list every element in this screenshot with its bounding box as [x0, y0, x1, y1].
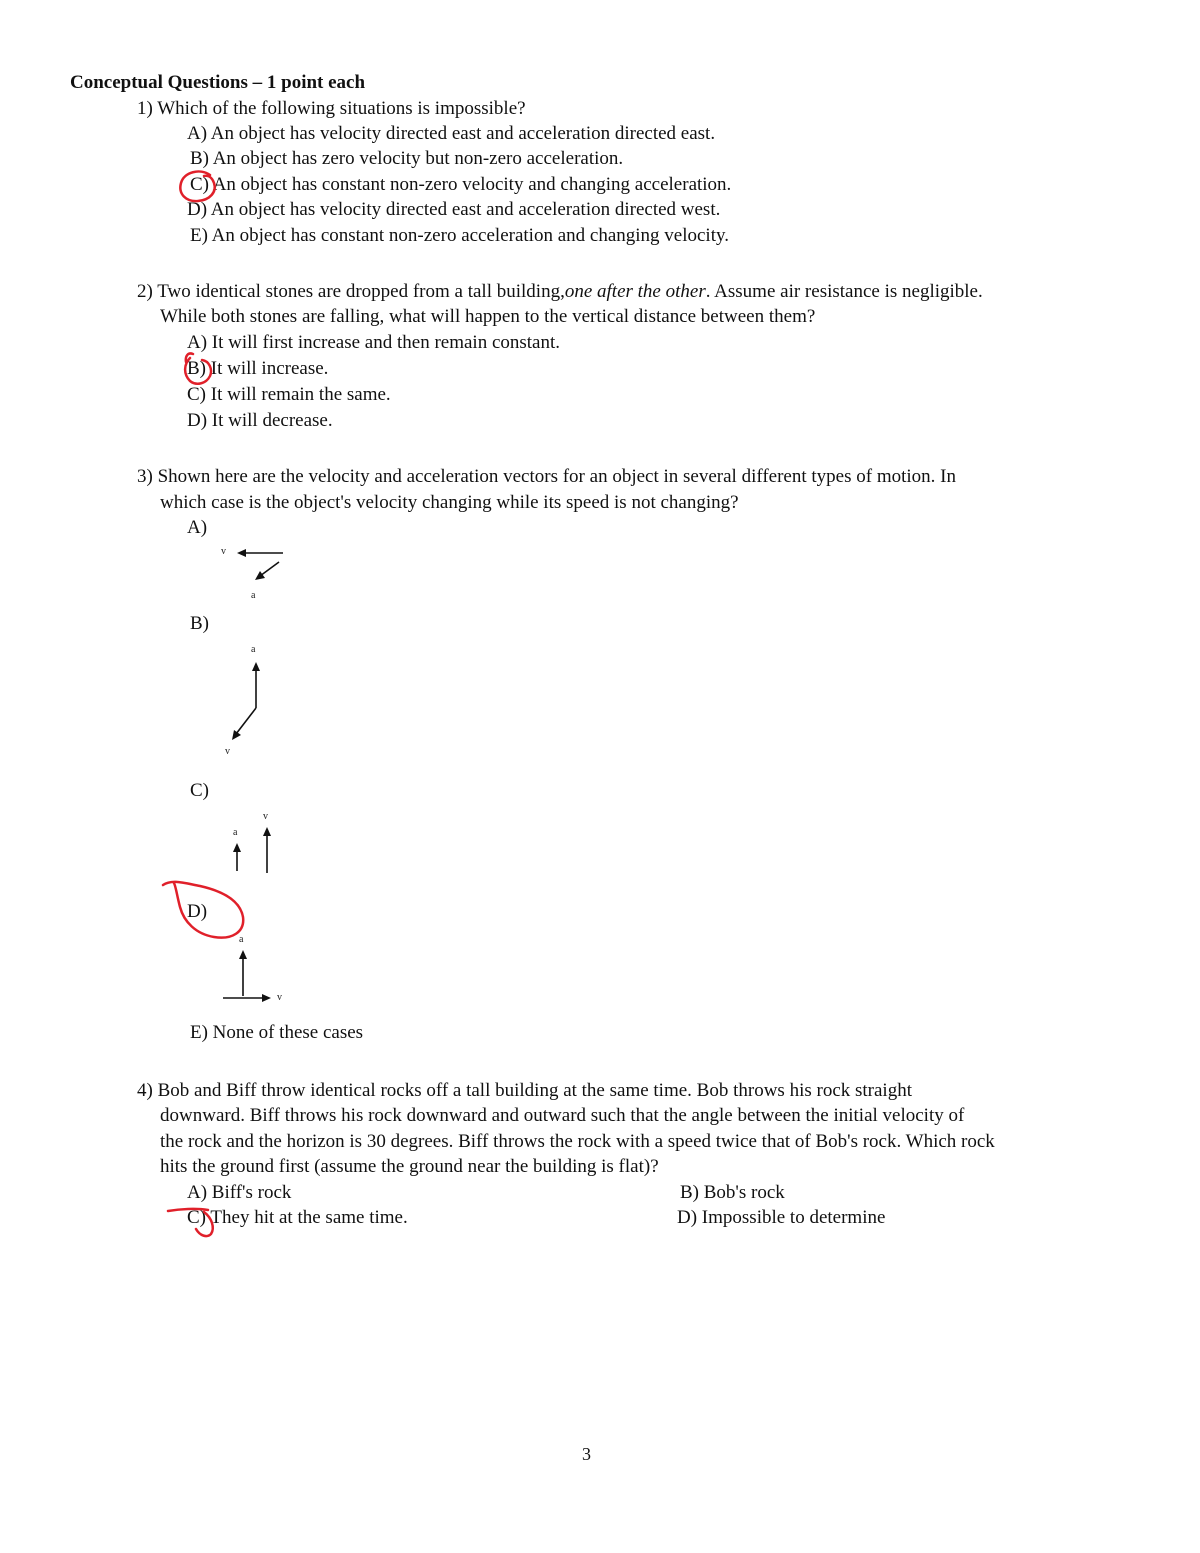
acceleration-label: a: [251, 644, 256, 655]
acceleration-label: a: [239, 934, 244, 945]
q3-option-e: E) None of these cases: [190, 1022, 364, 1043]
answer-circle-q2: [185, 353, 211, 383]
q1-option-b: B) An object has zero velocity but non-zero acceleration.: [190, 148, 624, 169]
velocity-label: v: [277, 992, 282, 1003]
q1-option-e: E) An object has constant non-zero acceleration and changing velocity.: [190, 225, 730, 246]
q4-option-c: C) They hit at the same time.: [187, 1207, 408, 1228]
q4-option-d: D) Impossible to determine: [677, 1207, 886, 1228]
q3-option-d-label: D): [187, 901, 208, 922]
velocity-label: v: [221, 546, 226, 557]
q2-stem-start: 2) Two identical stones are dropped from a tall building,: [137, 281, 565, 302]
question-4-stem-line1: 4) Bob and Biff throw identical rocks off a tall building at the same time. Bob throws his rock straight: [137, 1080, 912, 1101]
answer-circle-q1: [180, 172, 214, 202]
question-3-stem-line2: which case is the object's velocity changing while its speed is not changing?: [160, 492, 739, 513]
q3-option-b-label: B): [190, 613, 209, 634]
velocity-label: v: [225, 746, 230, 757]
section-heading: Conceptual Questions – 1 point each: [70, 72, 366, 93]
question-1-stem: 1) Which of the following situations is impossible?: [137, 98, 526, 119]
answer-circle-q3: [163, 882, 243, 938]
question-4-stem-line2: downward. Biff throws his rock downward and outward such that the angle between the initial velocity of: [160, 1105, 965, 1126]
page-number: 3: [582, 1444, 591, 1464]
q2-option-d: D) It will decrease.: [187, 410, 333, 431]
acceleration-label: a: [233, 827, 238, 838]
velocity-label: v: [263, 811, 268, 822]
q1-option-c: C) An object has constant non-zero velocity and changing acceleration.: [190, 174, 732, 195]
q2-option-c: C) It will remain the same.: [187, 384, 391, 405]
q4-option-a: A) Biff's rock: [187, 1182, 292, 1203]
q2-option-b: B) It will increase.: [187, 358, 329, 379]
question-2-stem-line2: While both stones are falling, what will happen to the vertical distance between them?: [160, 306, 816, 327]
q3-option-c-label: C): [190, 780, 209, 801]
q1-option-a: A) An object has velocity directed east and acceleration directed east.: [187, 123, 716, 144]
acceleration-label: a: [251, 590, 256, 601]
q3-option-a-label: A): [187, 517, 208, 538]
question-3-stem-line1: 3) Shown here are the velocity and acceleration vectors for an object in several different types of motion. In: [137, 466, 956, 487]
q1-option-d: D) An object has velocity directed east and acceleration directed west.: [187, 199, 721, 220]
q2-stem-italic: one after the other: [564, 281, 706, 302]
question-4-stem-line3: the rock and the horizon is 30 degrees. Biff throws the rock with a speed twice that of Bob's rock. Which rock: [160, 1131, 995, 1152]
question-4-stem-line4: hits the ground first (assume the ground near the building is flat)?: [160, 1156, 659, 1177]
q2-option-a: A) It will first increase and then remain constant.: [187, 332, 561, 353]
answer-mark-q4: [168, 1209, 213, 1236]
q2-stem-end: . Assume air resistance is negligible.: [705, 281, 983, 302]
q4-option-b: B) Bob's rock: [680, 1182, 785, 1203]
